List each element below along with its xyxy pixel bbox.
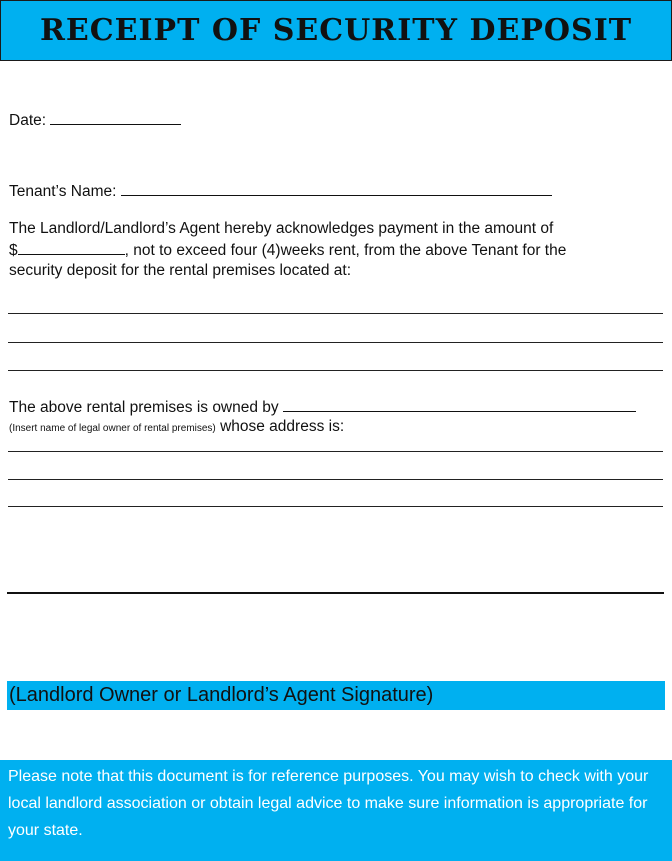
owner-address-row bbox=[9, 416, 344, 439]
premises-address-line-3[interactable] bbox=[8, 370, 663, 371]
owner-note: (Insert name of legal owner of rental premises) bbox=[9, 423, 216, 434]
page-title: RECEIPT OF SECURITY DEPOSIT bbox=[39, 13, 633, 48]
owner-row bbox=[9, 396, 636, 418]
title-banner bbox=[0, 0, 672, 61]
amount-field[interactable] bbox=[18, 239, 125, 255]
date-row bbox=[9, 109, 181, 131]
payment-line-2 bbox=[9, 239, 566, 261]
owner-address-line-2[interactable] bbox=[8, 479, 663, 480]
premises-address-line-2[interactable] bbox=[8, 342, 663, 343]
owner-address-label: whose address is: bbox=[215, 418, 345, 435]
signature-label-bar bbox=[7, 681, 665, 710]
owner-address-line-1[interactable] bbox=[8, 451, 663, 452]
date-field[interactable] bbox=[50, 109, 181, 125]
disclaimer-box bbox=[0, 760, 672, 861]
premises-address-line-1[interactable] bbox=[8, 313, 663, 314]
date-label: Date: bbox=[9, 112, 47, 129]
dollar-sign: $ bbox=[9, 242, 18, 259]
owner-name-field[interactable] bbox=[283, 396, 636, 412]
payment-line-1: The Landlord/Landlord’s Agent hereby acknowledges payment in the amount of bbox=[9, 220, 554, 237]
tenant-name-label: Tenant’s Name: bbox=[9, 183, 117, 200]
payment-line-3: security deposit for the rental premises located at: bbox=[9, 262, 352, 279]
tenant-name-field[interactable] bbox=[121, 180, 552, 196]
disclaimer-text: Please note that this document is for reference purposes. You may wish to check with your local landlord association or obtain legal advice to make sure information is appropriate for your state. bbox=[8, 768, 649, 839]
owner-address-line-3[interactable] bbox=[8, 506, 663, 507]
owner-label: The above rental premises is owned by bbox=[9, 399, 279, 416]
signature-line[interactable] bbox=[7, 592, 664, 594]
tenant-row bbox=[9, 180, 552, 202]
payment-line-2-text: , not to exceed four (4)weeks rent, from the above Tenant for the bbox=[124, 242, 567, 259]
signature-label: (Landlord Owner or Landlord’s Agent Signature) bbox=[9, 684, 434, 706]
